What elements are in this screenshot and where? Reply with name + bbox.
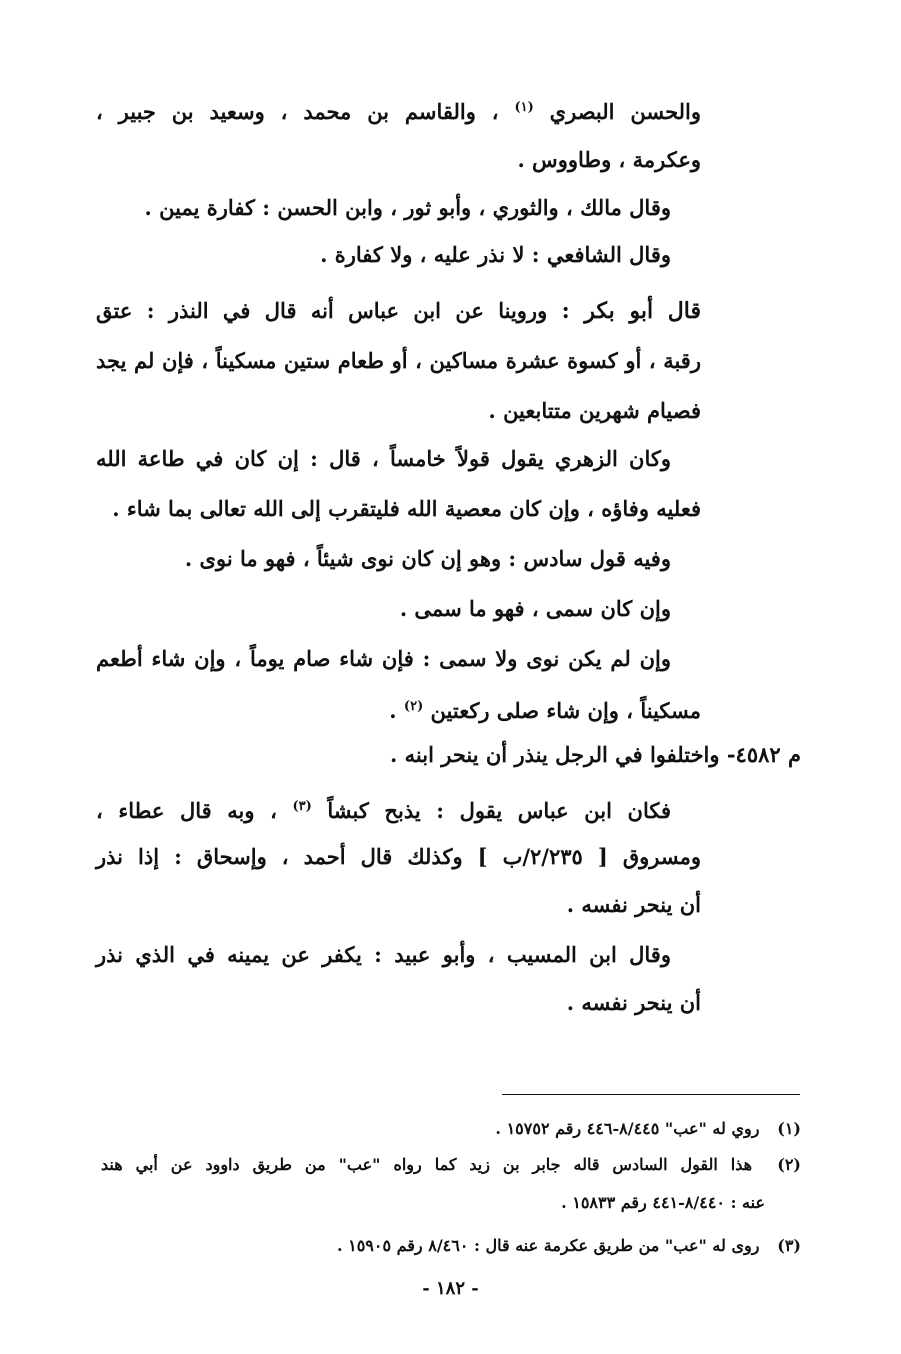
text-segment: ، والقاسم بن محمد ، وسعيد بن جبير ،	[96, 99, 499, 124]
footnote-number: (١)	[777, 1119, 801, 1138]
text-segment: .	[389, 698, 397, 723]
text-line-16: أن ينحر نفسه .	[566, 892, 701, 917]
footnote-text: عنه : ٨/٤٤٠-٤٤١ رقم ١٥٨٣٣ .	[561, 1193, 765, 1212]
text-line-10: وفيه قول سادس : وهو إن كان نوى شيئاً ، فهو ما نوى .	[184, 546, 671, 571]
footnote-divider	[502, 1094, 800, 1095]
text-line-11: وإن كان سمى ، فهو ما سمى .	[399, 596, 671, 621]
footnote-2-continued	[561, 1190, 765, 1216]
footnote-marker-2: (٢)	[403, 699, 424, 714]
footnote-1	[495, 1116, 801, 1142]
footnote-number: (٢)	[777, 1155, 801, 1174]
text-segment: مسكيناً ، وإن شاء صلى ركعتين	[430, 698, 701, 723]
text-line-14	[96, 792, 671, 826]
text-line-18: أن ينحر نفسه .	[566, 990, 701, 1015]
text-line-6: رقبة ، أو كسوة عشرة مساكين ، أو طعام ستين مسكيناً ، فإن لم يجد	[96, 348, 701, 373]
text-segment: والحسن البصري	[549, 99, 702, 124]
footnote-text: روي له "عب" ٨/٤٤٥-٤٤٦ رقم ١٥٧٥٢ .	[495, 1119, 760, 1138]
page-number: - ١٨٢ -	[422, 1278, 479, 1299]
text-line-13	[96, 692, 701, 726]
footnote-text: هذا القول السادس قاله جابر بن زيد كما رواه "عب" من طريق داوود عن أبي هند	[101, 1155, 753, 1174]
footnote-marker-1: (١)	[514, 100, 534, 115]
text-line-8: وكان الزهري يقول قولاً خامساً ، قال : إن كان في طاعة الله	[96, 446, 671, 471]
text-segment: ، وبه قال عطاء ،	[96, 798, 277, 823]
issue-heading: م ٤٥٨٢- واختلفوا في الرجل ينذر أن ينحر ابنه .	[390, 742, 801, 767]
text-line-9: فعليه وفاؤه ، وإن كان معصية الله فليتقرب إلى الله تعالى بما شاء .	[112, 496, 701, 521]
footnote-text: روى له "عب" من طريق عكرمة عنه قال : ٨/٤٦٠ رقم ١٥٩٠٥ .	[336, 1236, 760, 1255]
text-line-4: وقال الشافعي : لا نذر عليه ، ولا كفارة .	[320, 242, 671, 267]
footnote-number: (٣)	[777, 1236, 801, 1255]
text-line-17: وقال ابن المسيب ، وأبو عبيد : يكفر عن يمينه في الذي نذر	[96, 942, 671, 967]
footnote-marker-3: (٣)	[292, 799, 312, 814]
text-line-7: فصيام شهرين متتابعين .	[488, 398, 701, 423]
text-segment: فكان ابن عباس يقول : يذبح كبشاً	[327, 798, 671, 823]
text-line-1	[96, 93, 701, 127]
text-line-5	[96, 296, 701, 326]
text-line-2: وعكرمة ، وطاووس .	[517, 147, 701, 172]
text-segment: وروينا عن ابن عباس أنه قال في النذر : عتق	[96, 298, 548, 323]
speaker-label: قال أبو بكر :	[561, 298, 701, 324]
footnote-3	[337, 1233, 801, 1259]
footnote-2	[101, 1152, 801, 1178]
text-line-12: وإن لم يكن نوى ولا سمى : فإن شاء صام يوماً ، وإن شاء أطعم	[96, 646, 671, 671]
text-line-15: ومسروق [ ٢/٢٣٥/ب ] وكذلك قال أحمد ، وإسحاق : إذا نذر	[96, 844, 701, 869]
text-line-3: وقال مالك ، والثوري ، وأبو ثور ، وابن الحسن : كفارة يمين .	[144, 195, 671, 220]
